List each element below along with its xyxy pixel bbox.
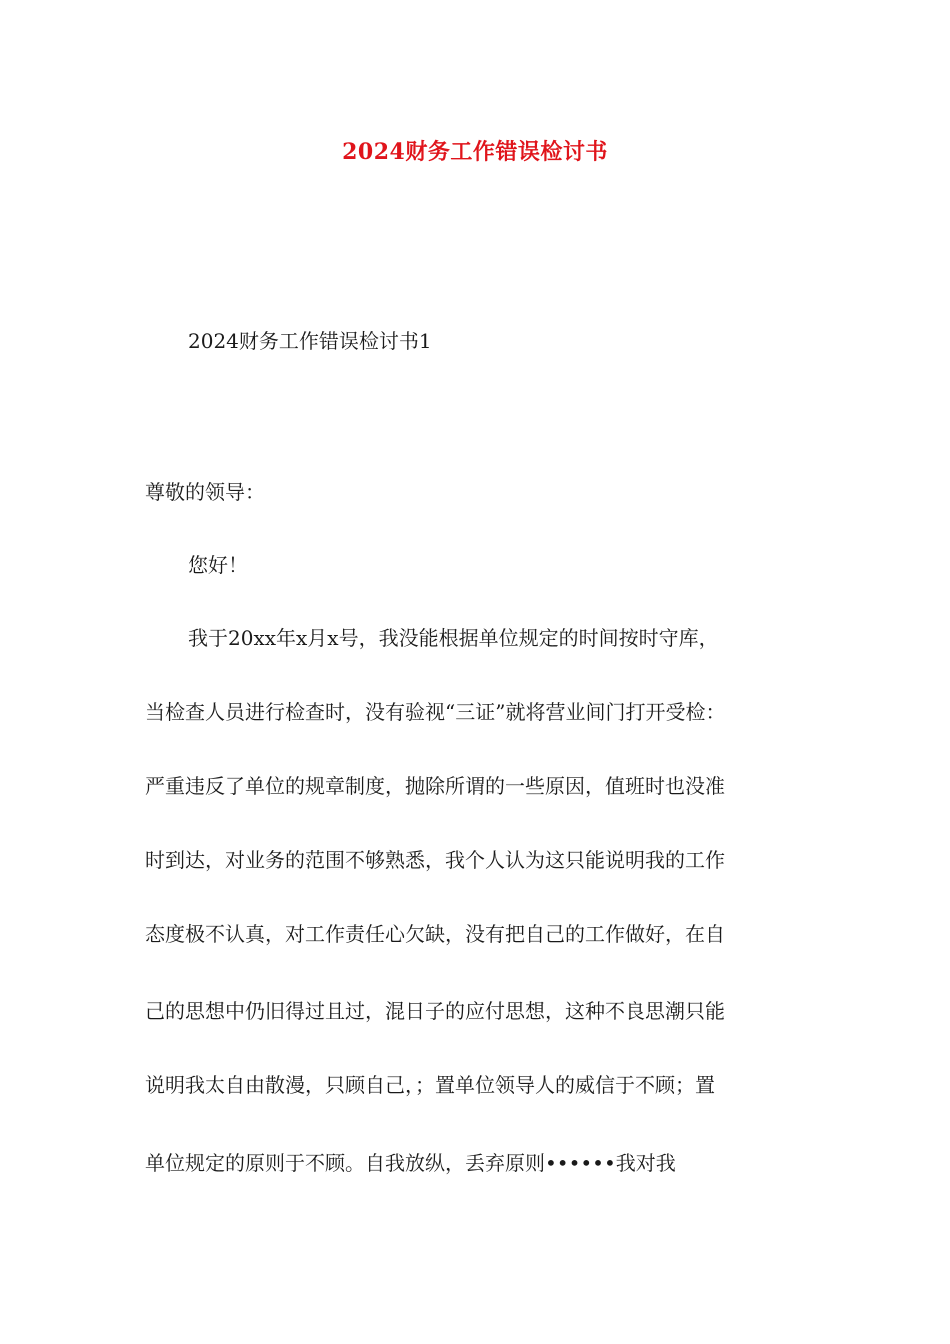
body-line: 严重违反了单位的规章制度，抛除所谓的一些原因，值班时也没准 xyxy=(145,774,725,798)
body-line: 己的思想中仍旧得过且过，混日子的应付思想，这种不良思潮只能 xyxy=(145,999,725,1023)
body-line: 时到达，对业务的范围不够熟悉，我个人认为这只能说明我的工作 xyxy=(145,848,725,872)
body-line: 当检查人员进行检查时，没有验视“三证”就将营业间门打开受检： xyxy=(145,700,726,724)
greeting: 您好！ xyxy=(188,553,248,577)
body-line: 我于20xx年x月x号，我没能根据单位规定的时间按时守库， xyxy=(188,626,719,650)
body-line: 单位规定的原则于不顾。自我放纵，丢弃原则••••••我对我 xyxy=(145,1151,676,1175)
document-title: 2024财务工作错误检讨书 xyxy=(342,139,608,165)
body-line: 说明我太自由散漫，只顾自己，；置单位领导人的威信于不顾；置 xyxy=(145,1073,715,1097)
section-heading: 2024财务工作错误检讨书1 xyxy=(188,329,432,353)
body-line: 态度极不认真，对工作责任心欠缺，没有把自己的工作做好，在自 xyxy=(145,922,725,946)
salutation: 尊敬的领导： xyxy=(145,480,265,504)
